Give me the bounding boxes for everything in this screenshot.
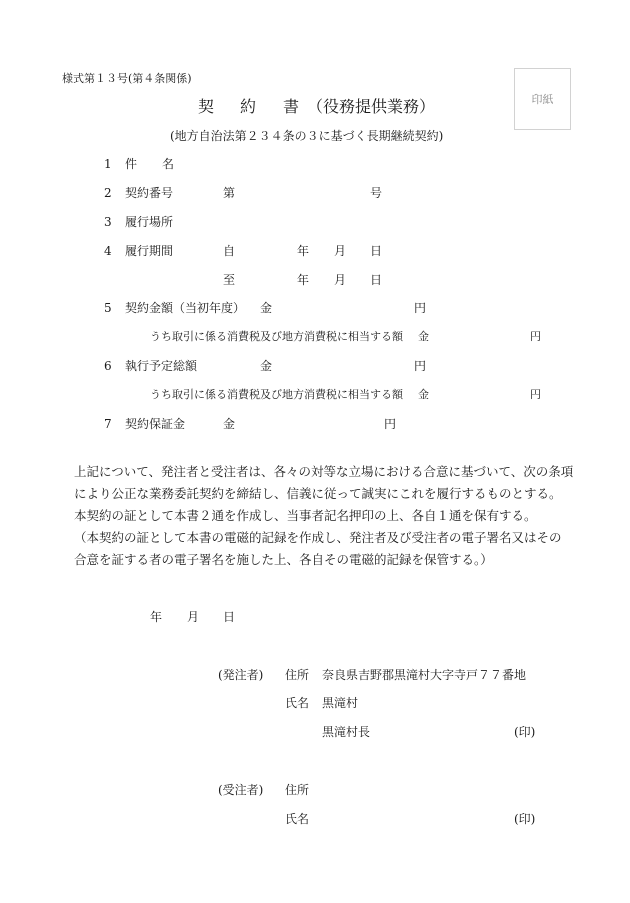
orderer-address: 奈良県吉野郡黒滝村大字寺戸７７番地: [322, 668, 527, 682]
item5-label: 契約金額（当初年度）: [125, 301, 246, 315]
item6-yen: 円: [414, 359, 427, 373]
title-char-3: 書: [283, 97, 300, 116]
item2-gou: 号: [370, 186, 383, 200]
title-char-2: 約: [240, 97, 257, 116]
orderer-name-label: 氏名: [285, 696, 310, 710]
item3-number: 3: [104, 215, 112, 229]
item4-to-day: 日: [370, 273, 383, 287]
item2-label: 契約番号: [125, 186, 174, 200]
date-month: 月: [187, 610, 200, 624]
item6-tax-note: うち取引に係る消費税及び地方消費税に相当する額: [150, 388, 403, 401]
orderer-role: (発注者): [218, 668, 264, 682]
item1-label-a: 件: [125, 157, 138, 171]
item6-number: 6: [104, 359, 112, 373]
item4-to: 至: [223, 273, 236, 287]
date-year: 年: [150, 610, 163, 624]
title-char-1: 契: [198, 97, 215, 116]
item7-label: 契約保証金: [125, 417, 186, 431]
item1-label-b: 名: [162, 157, 175, 171]
item7-yen: 円: [384, 417, 397, 431]
item5-yen: 円: [414, 301, 427, 315]
item7-number: 7: [104, 417, 112, 431]
item2-number: 2: [104, 186, 112, 200]
revenue-stamp-label: 印紙: [531, 93, 554, 106]
paragraph-line-4: （本契約の証として本書の電磁的記録を作成し、発注者及び受注者の電子署名又はその: [74, 530, 562, 545]
item5-tax-kin: 金: [418, 330, 429, 343]
paragraph-line-3: 本契約の証として本書２通を作成し、当事者記名押印の上、各自１通を保有する。: [74, 508, 537, 523]
orderer-seal: (印): [514, 725, 536, 739]
item7-kin: 金: [223, 417, 236, 431]
item1-number: 1: [104, 157, 112, 171]
item6-tax-yen: 円: [530, 388, 541, 401]
item5-tax-note: うち取引に係る消費税及び地方消費税に相当する額: [150, 330, 403, 343]
item5-kin: 金: [260, 301, 273, 315]
item4-label: 履行期間: [125, 244, 174, 258]
item6-kin: 金: [260, 359, 273, 373]
contractor-name-label: 氏名: [285, 812, 310, 826]
contractor-role: (受注者): [218, 783, 264, 797]
item4-from-day: 日: [370, 244, 383, 258]
paragraph-line-5: 合意を証する者の電子署名を施した上、各自その電磁的記録を保管する。）: [74, 552, 493, 567]
document-subtitle: (地方自治法第２３４条の３に基づく長期継続契約): [170, 129, 444, 143]
title-paren: （役務提供業務）: [307, 97, 436, 116]
item3-label: 履行場所: [125, 215, 174, 229]
revenue-stamp-box: [514, 68, 571, 130]
orderer-name: 黒滝村: [322, 696, 359, 710]
form-number: 様式第１３号(第４条関係): [62, 72, 192, 85]
date-day: 日: [223, 610, 236, 624]
item4-to-month: 月: [334, 273, 347, 287]
item4-from-year: 年: [297, 244, 310, 258]
item5-tax-yen: 円: [530, 330, 541, 343]
orderer-address-label: 住所: [285, 668, 310, 682]
item4-number: 4: [104, 244, 112, 258]
item4-from: 自: [223, 244, 236, 258]
contractor-seal: (印): [514, 812, 536, 826]
item4-to-year: 年: [297, 273, 310, 287]
item4-from-month: 月: [334, 244, 347, 258]
item6-label: 執行予定総額: [125, 359, 198, 373]
item6-tax-kin: 金: [418, 388, 429, 401]
agreement-paragraph: [74, 461, 573, 571]
orderer-title: 黒滝村長: [322, 725, 371, 739]
item5-number: 5: [104, 301, 112, 315]
paragraph-line-1: 上記について、発注者と受注者は、各々の対等な立場における合意に基づいて、次の条項: [74, 464, 574, 479]
item2-dai: 第: [223, 186, 236, 200]
paragraph-line-2: により公正な業務委託契約を締結し、信義に従って誠実にこれを履行するものとする。: [74, 486, 562, 501]
contractor-address-label: 住所: [285, 783, 310, 797]
